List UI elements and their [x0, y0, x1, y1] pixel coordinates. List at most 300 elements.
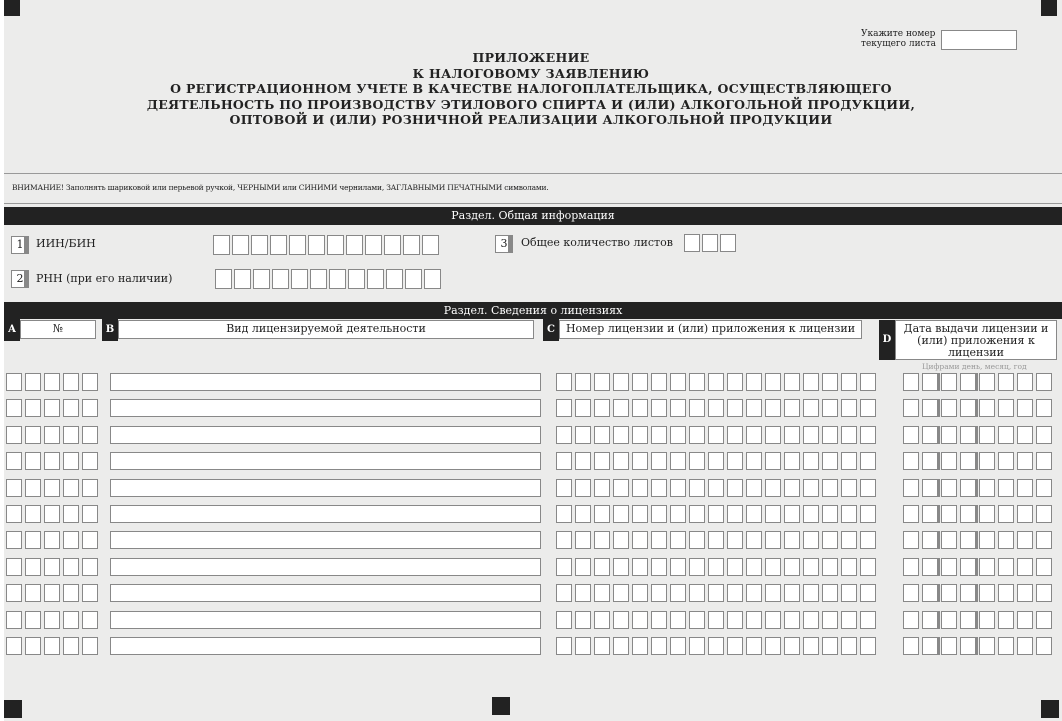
license-number-cell[interactable]: [822, 558, 838, 576]
license-number-cell[interactable]: [841, 426, 857, 444]
row-number-cell[interactable]: [82, 611, 98, 629]
license-number-cell[interactable]: [841, 611, 857, 629]
date-cell[interactable]: [979, 531, 995, 549]
license-number-cell[interactable]: [632, 611, 648, 629]
date-cell[interactable]: [960, 399, 976, 417]
activity-input[interactable]: [110, 373, 541, 391]
license-number-cell[interactable]: [803, 611, 819, 629]
license-number-cell[interactable]: [841, 584, 857, 602]
license-number-cell[interactable]: [651, 426, 667, 444]
license-number-cell[interactable]: [727, 452, 743, 470]
date-cell[interactable]: [941, 426, 957, 444]
digit-cell[interactable]: [403, 235, 420, 255]
license-number-cell[interactable]: [575, 426, 591, 444]
digit-cell[interactable]: [720, 234, 736, 252]
license-number-cell[interactable]: [765, 479, 781, 497]
date-cell[interactable]: [941, 558, 957, 576]
license-number-cell[interactable]: [746, 584, 762, 602]
digit-cell[interactable]: [234, 269, 251, 289]
activity-input[interactable]: [110, 426, 541, 444]
date-cell[interactable]: [941, 452, 957, 470]
license-number-cell[interactable]: [689, 584, 705, 602]
date-cell[interactable]: [1036, 611, 1052, 629]
digit-cell[interactable]: [367, 269, 384, 289]
license-number-cell[interactable]: [670, 531, 686, 549]
row-number-cell[interactable]: [63, 505, 79, 523]
date-cell[interactable]: [998, 426, 1014, 444]
activity-input[interactable]: [110, 584, 541, 602]
license-number-cell[interactable]: [860, 426, 876, 444]
date-cell[interactable]: [903, 558, 919, 576]
row-number-cell[interactable]: [44, 505, 60, 523]
row-number-cell[interactable]: [63, 584, 79, 602]
row-number-cell[interactable]: [82, 558, 98, 576]
license-number-cell[interactable]: [670, 399, 686, 417]
license-number-cell[interactable]: [689, 637, 705, 655]
date-cell[interactable]: [1017, 611, 1033, 629]
license-number-cell[interactable]: [670, 452, 686, 470]
license-number-cell[interactable]: [575, 373, 591, 391]
license-number-cell[interactable]: [860, 637, 876, 655]
row-number-cell[interactable]: [44, 426, 60, 444]
row-number-cell[interactable]: [63, 452, 79, 470]
license-number-cell[interactable]: [727, 399, 743, 417]
digit-cell[interactable]: [384, 235, 401, 255]
license-number-cell[interactable]: [822, 479, 838, 497]
row-number-cell[interactable]: [25, 584, 41, 602]
license-number-cell[interactable]: [803, 558, 819, 576]
license-number-cell[interactable]: [575, 558, 591, 576]
license-number-cell[interactable]: [860, 531, 876, 549]
row-number-cell[interactable]: [6, 373, 22, 391]
date-cell[interactable]: [979, 505, 995, 523]
license-number-cell[interactable]: [803, 479, 819, 497]
date-cell[interactable]: [960, 452, 976, 470]
digit-cell[interactable]: [272, 269, 289, 289]
license-number-cell[interactable]: [613, 584, 629, 602]
license-number-cell[interactable]: [765, 373, 781, 391]
row-number-cell[interactable]: [6, 399, 22, 417]
row-number-cell[interactable]: [6, 479, 22, 497]
license-number-cell[interactable]: [632, 399, 648, 417]
date-cell[interactable]: [922, 426, 938, 444]
license-number-cell[interactable]: [651, 611, 667, 629]
license-number-cell[interactable]: [841, 373, 857, 391]
date-cell[interactable]: [960, 531, 976, 549]
license-number-cell[interactable]: [860, 373, 876, 391]
license-number-cell[interactable]: [594, 399, 610, 417]
date-cell[interactable]: [922, 558, 938, 576]
license-number-cell[interactable]: [556, 558, 572, 576]
license-number-cell[interactable]: [594, 611, 610, 629]
license-number-cell[interactable]: [746, 531, 762, 549]
row-number-cell[interactable]: [44, 479, 60, 497]
license-number-cell[interactable]: [841, 505, 857, 523]
row-number-cell[interactable]: [63, 426, 79, 444]
date-cell[interactable]: [941, 479, 957, 497]
license-number-cell[interactable]: [556, 584, 572, 602]
license-number-cell[interactable]: [689, 558, 705, 576]
digit-cell[interactable]: [270, 235, 287, 255]
license-number-cell[interactable]: [746, 479, 762, 497]
license-number-cell[interactable]: [746, 399, 762, 417]
license-number-cell[interactable]: [651, 452, 667, 470]
date-cell[interactable]: [998, 584, 1014, 602]
digit-cell[interactable]: [684, 234, 700, 252]
date-cell[interactable]: [960, 426, 976, 444]
row-number-cell[interactable]: [25, 558, 41, 576]
license-number-cell[interactable]: [670, 637, 686, 655]
license-number-cell[interactable]: [556, 399, 572, 417]
license-number-cell[interactable]: [632, 637, 648, 655]
license-number-cell[interactable]: [594, 505, 610, 523]
digit-cell[interactable]: [213, 235, 230, 255]
license-number-cell[interactable]: [575, 505, 591, 523]
license-number-cell[interactable]: [632, 531, 648, 549]
row-number-cell[interactable]: [25, 637, 41, 655]
license-number-cell[interactable]: [765, 452, 781, 470]
row-number-cell[interactable]: [63, 558, 79, 576]
date-cell[interactable]: [903, 531, 919, 549]
date-cell[interactable]: [903, 426, 919, 444]
license-number-cell[interactable]: [860, 611, 876, 629]
row-number-cell[interactable]: [6, 531, 22, 549]
date-cell[interactable]: [979, 426, 995, 444]
license-number-cell[interactable]: [575, 399, 591, 417]
date-cell[interactable]: [960, 611, 976, 629]
license-number-cell[interactable]: [632, 452, 648, 470]
date-cell[interactable]: [922, 531, 938, 549]
date-cell[interactable]: [903, 479, 919, 497]
activity-input[interactable]: [110, 531, 541, 549]
row-number-cell[interactable]: [82, 479, 98, 497]
license-number-cell[interactable]: [727, 531, 743, 549]
license-number-cell[interactable]: [746, 426, 762, 444]
sheet-number-input[interactable]: [941, 30, 1017, 50]
license-number-cell[interactable]: [860, 505, 876, 523]
license-number-cell[interactable]: [727, 637, 743, 655]
license-number-cell[interactable]: [708, 452, 724, 470]
license-number-cell[interactable]: [594, 558, 610, 576]
license-number-cell[interactable]: [784, 505, 800, 523]
license-number-cell[interactable]: [822, 399, 838, 417]
license-number-cell[interactable]: [746, 637, 762, 655]
license-number-cell[interactable]: [670, 505, 686, 523]
row-number-cell[interactable]: [63, 531, 79, 549]
row-number-cell[interactable]: [6, 637, 22, 655]
license-number-cell[interactable]: [632, 558, 648, 576]
date-cell[interactable]: [1036, 531, 1052, 549]
digit-cell[interactable]: [327, 235, 344, 255]
license-number-cell[interactable]: [651, 558, 667, 576]
license-number-cell[interactable]: [803, 584, 819, 602]
license-number-cell[interactable]: [746, 373, 762, 391]
date-cell[interactable]: [941, 531, 957, 549]
row-number-cell[interactable]: [25, 452, 41, 470]
date-cell[interactable]: [1017, 584, 1033, 602]
license-number-cell[interactable]: [727, 611, 743, 629]
license-number-cell[interactable]: [613, 505, 629, 523]
license-number-cell[interactable]: [746, 558, 762, 576]
license-number-cell[interactable]: [841, 637, 857, 655]
date-cell[interactable]: [1017, 373, 1033, 391]
date-cell[interactable]: [960, 373, 976, 391]
date-cell[interactable]: [960, 558, 976, 576]
license-number-cell[interactable]: [803, 373, 819, 391]
row-number-cell[interactable]: [6, 426, 22, 444]
row-number-cell[interactable]: [25, 479, 41, 497]
license-number-cell[interactable]: [594, 479, 610, 497]
license-number-cell[interactable]: [727, 584, 743, 602]
date-cell[interactable]: [922, 452, 938, 470]
license-number-cell[interactable]: [556, 531, 572, 549]
license-number-cell[interactable]: [765, 505, 781, 523]
license-number-cell[interactable]: [727, 479, 743, 497]
license-number-cell[interactable]: [556, 479, 572, 497]
license-number-cell[interactable]: [784, 531, 800, 549]
license-number-cell[interactable]: [556, 452, 572, 470]
date-cell[interactable]: [941, 373, 957, 391]
license-number-cell[interactable]: [803, 426, 819, 444]
date-cell[interactable]: [922, 479, 938, 497]
license-number-cell[interactable]: [708, 584, 724, 602]
date-cell[interactable]: [1017, 558, 1033, 576]
license-number-cell[interactable]: [632, 505, 648, 523]
license-number-cell[interactable]: [670, 558, 686, 576]
row-number-cell[interactable]: [6, 558, 22, 576]
license-number-cell[interactable]: [575, 479, 591, 497]
row-number-cell[interactable]: [6, 505, 22, 523]
license-number-cell[interactable]: [613, 558, 629, 576]
license-number-cell[interactable]: [822, 373, 838, 391]
row-number-cell[interactable]: [25, 373, 41, 391]
row-number-cell[interactable]: [25, 611, 41, 629]
row-number-cell[interactable]: [82, 399, 98, 417]
license-number-cell[interactable]: [841, 479, 857, 497]
license-number-cell[interactable]: [689, 399, 705, 417]
digit-cell[interactable]: [346, 235, 363, 255]
license-number-cell[interactable]: [632, 584, 648, 602]
license-number-cell[interactable]: [575, 452, 591, 470]
license-number-cell[interactable]: [651, 399, 667, 417]
digit-cell[interactable]: [215, 269, 232, 289]
license-number-cell[interactable]: [841, 531, 857, 549]
date-cell[interactable]: [1036, 505, 1052, 523]
license-number-cell[interactable]: [575, 637, 591, 655]
license-number-cell[interactable]: [708, 426, 724, 444]
license-number-cell[interactable]: [708, 611, 724, 629]
license-number-cell[interactable]: [613, 479, 629, 497]
license-number-cell[interactable]: [670, 373, 686, 391]
digit-cell[interactable]: [251, 235, 268, 255]
license-number-cell[interactable]: [841, 399, 857, 417]
license-number-cell[interactable]: [632, 426, 648, 444]
row-number-cell[interactable]: [63, 479, 79, 497]
date-cell[interactable]: [903, 637, 919, 655]
license-number-cell[interactable]: [651, 584, 667, 602]
license-number-cell[interactable]: [670, 584, 686, 602]
license-number-cell[interactable]: [708, 558, 724, 576]
license-number-cell[interactable]: [689, 531, 705, 549]
date-cell[interactable]: [922, 637, 938, 655]
date-cell[interactable]: [1017, 505, 1033, 523]
date-cell[interactable]: [960, 479, 976, 497]
row-number-cell[interactable]: [82, 373, 98, 391]
license-number-cell[interactable]: [651, 531, 667, 549]
row-number-cell[interactable]: [82, 531, 98, 549]
date-cell[interactable]: [979, 373, 995, 391]
license-number-cell[interactable]: [860, 452, 876, 470]
date-cell[interactable]: [998, 399, 1014, 417]
license-number-cell[interactable]: [784, 479, 800, 497]
license-number-cell[interactable]: [670, 426, 686, 444]
license-number-cell[interactable]: [575, 531, 591, 549]
digit-cell[interactable]: [310, 269, 327, 289]
date-cell[interactable]: [979, 452, 995, 470]
license-number-cell[interactable]: [803, 637, 819, 655]
date-cell[interactable]: [903, 399, 919, 417]
date-cell[interactable]: [922, 584, 938, 602]
row-number-cell[interactable]: [44, 611, 60, 629]
license-number-cell[interactable]: [803, 531, 819, 549]
row-number-cell[interactable]: [44, 399, 60, 417]
license-number-cell[interactable]: [765, 558, 781, 576]
license-number-cell[interactable]: [708, 479, 724, 497]
date-cell[interactable]: [979, 399, 995, 417]
date-cell[interactable]: [979, 479, 995, 497]
date-cell[interactable]: [903, 584, 919, 602]
license-number-cell[interactable]: [689, 611, 705, 629]
license-number-cell[interactable]: [594, 584, 610, 602]
digit-cell[interactable]: [424, 269, 441, 289]
digit-cell[interactable]: [365, 235, 382, 255]
license-number-cell[interactable]: [613, 611, 629, 629]
date-cell[interactable]: [903, 373, 919, 391]
license-number-cell[interactable]: [651, 505, 667, 523]
activity-input[interactable]: [110, 452, 541, 470]
digit-cell[interactable]: [422, 235, 439, 255]
row-number-cell[interactable]: [63, 611, 79, 629]
license-number-cell[interactable]: [784, 452, 800, 470]
date-cell[interactable]: [922, 399, 938, 417]
date-cell[interactable]: [922, 373, 938, 391]
activity-input[interactable]: [110, 505, 541, 523]
row-number-cell[interactable]: [44, 373, 60, 391]
license-number-cell[interactable]: [727, 373, 743, 391]
license-number-cell[interactable]: [575, 584, 591, 602]
date-cell[interactable]: [1036, 584, 1052, 602]
license-number-cell[interactable]: [708, 399, 724, 417]
date-cell[interactable]: [1017, 637, 1033, 655]
license-number-cell[interactable]: [860, 558, 876, 576]
license-number-cell[interactable]: [765, 584, 781, 602]
row-number-cell[interactable]: [6, 452, 22, 470]
license-number-cell[interactable]: [556, 611, 572, 629]
license-number-cell[interactable]: [651, 479, 667, 497]
date-cell[interactable]: [1036, 637, 1052, 655]
license-number-cell[interactable]: [708, 531, 724, 549]
date-cell[interactable]: [1017, 426, 1033, 444]
date-cell[interactable]: [1017, 399, 1033, 417]
license-number-cell[interactable]: [575, 611, 591, 629]
license-number-cell[interactable]: [803, 505, 819, 523]
license-number-cell[interactable]: [784, 399, 800, 417]
row-number-cell[interactable]: [6, 584, 22, 602]
row-number-cell[interactable]: [82, 426, 98, 444]
license-number-cell[interactable]: [727, 558, 743, 576]
date-cell[interactable]: [998, 637, 1014, 655]
license-number-cell[interactable]: [708, 505, 724, 523]
license-number-cell[interactable]: [765, 531, 781, 549]
license-number-cell[interactable]: [860, 399, 876, 417]
date-cell[interactable]: [1036, 399, 1052, 417]
digit-cell[interactable]: [405, 269, 422, 289]
license-number-cell[interactable]: [556, 637, 572, 655]
license-number-cell[interactable]: [594, 373, 610, 391]
license-number-cell[interactable]: [784, 584, 800, 602]
license-number-cell[interactable]: [822, 531, 838, 549]
license-number-cell[interactable]: [784, 558, 800, 576]
digit-cell[interactable]: [308, 235, 325, 255]
license-number-cell[interactable]: [651, 637, 667, 655]
date-cell[interactable]: [941, 637, 957, 655]
row-number-cell[interactable]: [44, 637, 60, 655]
license-number-cell[interactable]: [784, 373, 800, 391]
digit-cell[interactable]: [348, 269, 365, 289]
license-number-cell[interactable]: [613, 452, 629, 470]
license-number-cell[interactable]: [746, 505, 762, 523]
row-number-cell[interactable]: [82, 505, 98, 523]
license-number-cell[interactable]: [632, 479, 648, 497]
license-number-cell[interactable]: [689, 426, 705, 444]
row-number-cell[interactable]: [25, 399, 41, 417]
activity-input[interactable]: [110, 479, 541, 497]
date-cell[interactable]: [1036, 558, 1052, 576]
date-cell[interactable]: [998, 611, 1014, 629]
license-number-cell[interactable]: [822, 426, 838, 444]
license-number-cell[interactable]: [822, 611, 838, 629]
row-number-cell[interactable]: [63, 373, 79, 391]
date-cell[interactable]: [979, 611, 995, 629]
date-cell[interactable]: [960, 505, 976, 523]
date-cell[interactable]: [998, 531, 1014, 549]
date-cell[interactable]: [903, 452, 919, 470]
license-number-cell[interactable]: [784, 611, 800, 629]
row-number-cell[interactable]: [6, 611, 22, 629]
license-number-cell[interactable]: [556, 373, 572, 391]
license-number-cell[interactable]: [803, 452, 819, 470]
license-number-cell[interactable]: [822, 505, 838, 523]
license-number-cell[interactable]: [765, 611, 781, 629]
date-cell[interactable]: [922, 611, 938, 629]
date-cell[interactable]: [1036, 426, 1052, 444]
row-number-cell[interactable]: [25, 505, 41, 523]
license-number-cell[interactable]: [632, 373, 648, 391]
license-number-cell[interactable]: [689, 505, 705, 523]
activity-input[interactable]: [110, 611, 541, 629]
date-cell[interactable]: [1036, 452, 1052, 470]
license-number-cell[interactable]: [613, 426, 629, 444]
license-number-cell[interactable]: [822, 637, 838, 655]
date-cell[interactable]: [903, 505, 919, 523]
license-number-cell[interactable]: [727, 505, 743, 523]
digit-cell[interactable]: [291, 269, 308, 289]
license-number-cell[interactable]: [594, 452, 610, 470]
license-number-cell[interactable]: [784, 426, 800, 444]
license-number-cell[interactable]: [765, 637, 781, 655]
date-cell[interactable]: [903, 611, 919, 629]
date-cell[interactable]: [960, 584, 976, 602]
